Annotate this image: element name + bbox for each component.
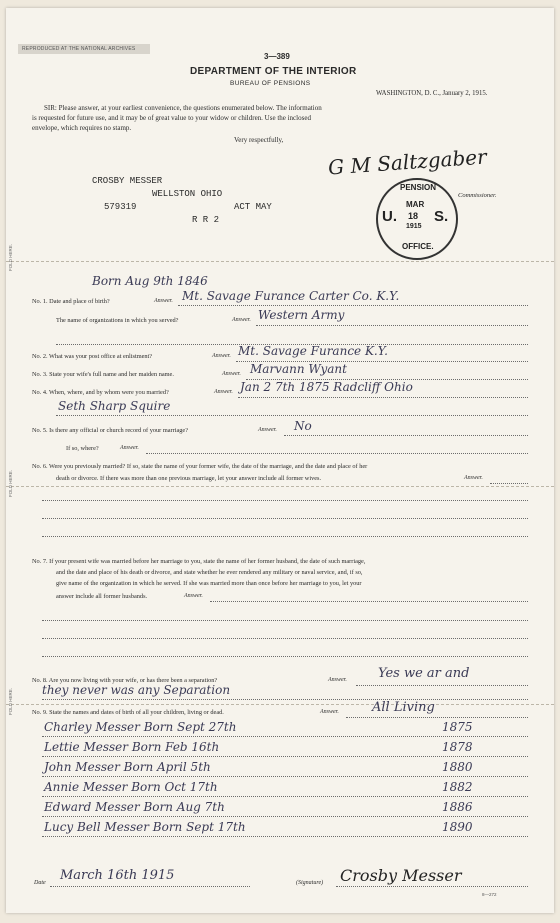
child-entry: John Messer Born April 5th — [44, 760, 211, 774]
pension-office-postmark — [376, 178, 458, 260]
fold-line — [6, 486, 554, 487]
child-birth-year: 1882 — [442, 780, 473, 794]
answer-8-continued: they never was any Separation — [42, 683, 231, 697]
child-birth-year: 1886 — [442, 800, 473, 814]
question-1: No. 1. Date and place of birth? — [32, 298, 110, 305]
address-name: CROSBY MESSER — [92, 176, 163, 186]
question-5: No. 5. Is there any official or church record of your marriage? — [32, 427, 189, 434]
child-entry: Charley Messer Born Sept 27th — [44, 720, 237, 734]
answer-line — [42, 776, 528, 777]
answer-2: Mt. Savage Furance K.Y. — [238, 344, 388, 358]
address-act: ACT MAY — [234, 202, 272, 212]
question-6-line-1: No. 6. Were you previously married? If so, state the name of your former wife, the date of the marriage, and the date and place of her — [32, 463, 368, 470]
answer-line — [178, 305, 528, 306]
question-1b: The name of organizations in which you served? — [56, 317, 179, 324]
form-number: 3—389 — [264, 52, 290, 61]
postmark-day: 18 — [408, 211, 419, 221]
fold-line — [6, 261, 554, 262]
child-birth-year: 1890 — [442, 820, 473, 834]
date-line — [50, 886, 250, 887]
answer-label: Answer. — [464, 475, 483, 481]
answer-line — [146, 453, 528, 454]
answer-label: Answer. — [214, 389, 233, 395]
answer-line — [42, 536, 528, 537]
postmark-year: 1915 — [406, 223, 422, 230]
answer-3: Marvann Wyant — [250, 362, 347, 376]
answer-8: Yes we ar and — [378, 666, 470, 681]
answer-line — [42, 699, 528, 700]
answer-line — [42, 500, 528, 501]
answer-line — [42, 656, 528, 657]
postmark-left: U. — [382, 208, 397, 225]
answer-label: Answer. — [232, 317, 251, 323]
date-label: Date — [34, 880, 46, 886]
answer-line — [238, 397, 528, 398]
closing: Very respectfully, — [234, 136, 284, 144]
answer-label: Answer. — [154, 298, 173, 304]
question-5b: If so, where? — [66, 445, 99, 452]
question-9: No. 9. State the names and dates of birth of all your children, living or dead. — [32, 709, 224, 716]
child-entry: Lettie Messer Born Feb 16th — [44, 740, 220, 754]
postmark-month: MAR — [406, 200, 425, 209]
answer-line — [256, 325, 528, 326]
answer-line — [210, 601, 528, 602]
intro-line-1: SIR: Please answer, at your earliest convenience, the questions enumerated below. The information — [44, 104, 322, 112]
question-6-line-2: death or divorce. If there was more than one previous marriage, let your answer include all former wives. — [56, 475, 322, 482]
answer-label: Answer. — [184, 593, 203, 599]
date-value: March 16th 1915 — [60, 868, 175, 883]
answer-9: All Living — [372, 700, 435, 715]
bureau-title: BUREAU OF PENSIONS — [230, 80, 311, 87]
fold-label: FOLD HERE. — [8, 688, 13, 716]
answer-line — [42, 756, 528, 757]
question-2: No. 2. What was your post office at enlistment? — [32, 353, 153, 360]
signature-value: Crosby Messer — [340, 866, 462, 885]
signature-line — [336, 886, 528, 887]
commissioner-signature: G M Saltzgaber — [327, 144, 488, 180]
answer-4: Jan 2 7th 1875 Radcliff Ohio — [240, 380, 413, 394]
answer-line — [56, 415, 528, 416]
question-7-line-2: and the date and place of his death or divorce, and state whether he ever rendered any military or naval service, and, if so, — [56, 569, 363, 576]
answer-line — [42, 796, 528, 797]
birth-date-note: Born Aug 9th 1846 — [92, 274, 208, 288]
child-entry: Annie Messer Born Oct 17th — [44, 780, 218, 794]
address-city: WELLSTON OHIO — [152, 189, 223, 199]
print-code: 8—272 — [482, 892, 497, 897]
postmark-bottom: OFFICE. — [402, 242, 434, 251]
answer-5: No — [294, 419, 312, 433]
fold-line — [6, 704, 554, 705]
place-date: WASHINGTON, D. C., January 2, 1915. — [376, 90, 488, 97]
postmark-top: PENSION — [400, 183, 437, 192]
pension-questionnaire — [6, 8, 554, 913]
answer-1: Mt. Savage Furance Carter Co. K.Y. — [182, 289, 400, 303]
answer-line — [284, 435, 528, 436]
department-title: DEPARTMENT OF THE INTERIOR — [190, 66, 357, 77]
postmark-right: S. — [434, 208, 449, 225]
answer-4-continued: Seth Sharp Squire — [58, 399, 171, 413]
signature-label: (Signature) — [296, 880, 324, 886]
answer-label: Answer. — [120, 445, 139, 451]
commissioner-label: Commissioner. — [458, 192, 497, 199]
answer-line — [346, 717, 528, 718]
answer-label: Answer. — [328, 677, 347, 683]
answer-line — [490, 483, 528, 484]
intro-line-2: is requested for future use, and it may be of great value to your widow or children. Use the inclosed — [32, 114, 311, 122]
answer-1b: Western Army — [258, 308, 345, 322]
child-birth-year: 1878 — [442, 740, 473, 754]
question-7-line-1: No. 7. If your present wife was married before her marriage to you, state the name of her former husband, the date of such marriage, — [32, 558, 366, 565]
answer-line — [42, 638, 528, 639]
child-birth-year: 1880 — [442, 760, 473, 774]
child-entry: Edward Messer Born Aug 7th — [44, 800, 225, 814]
address-cert: 579319 — [104, 202, 137, 212]
child-birth-year: 1875 — [442, 720, 473, 734]
answer-line — [42, 518, 528, 519]
fold-label: FOLD HERE. — [8, 470, 13, 498]
question-3: No. 3. State your wife's full name and her maiden name. — [32, 371, 174, 378]
answer-line — [42, 836, 528, 837]
child-entry: Lucy Bell Messer Born Sept 17th — [44, 820, 246, 834]
answer-label: Answer. — [320, 709, 339, 715]
answer-line — [356, 685, 528, 686]
question-8: No. 8. Are you now living with your wife, or has there been a separation? — [32, 677, 218, 684]
answer-label: Answer. — [212, 353, 231, 359]
question-7-line-4: answer include all former husbands. — [56, 593, 148, 600]
answer-line — [42, 816, 528, 817]
answer-label: Answer. — [258, 427, 277, 433]
archive-label: REPRODUCED AT THE NATIONAL ARCHIVES — [18, 44, 150, 54]
answer-line — [42, 620, 528, 621]
intro-line-3: envelope, which requires no stamp. — [32, 124, 132, 132]
question-7-line-3: give name of the organization in which he served. If she was married more than once before her marriage to you, let your — [56, 580, 362, 587]
question-4: No. 4. When, where, and by whom were you married? — [32, 389, 169, 396]
address-route: R R 2 — [192, 215, 220, 225]
answer-line — [42, 736, 528, 737]
answer-label: Answer. — [222, 371, 241, 377]
fold-label: FOLD HERE. — [8, 244, 13, 272]
